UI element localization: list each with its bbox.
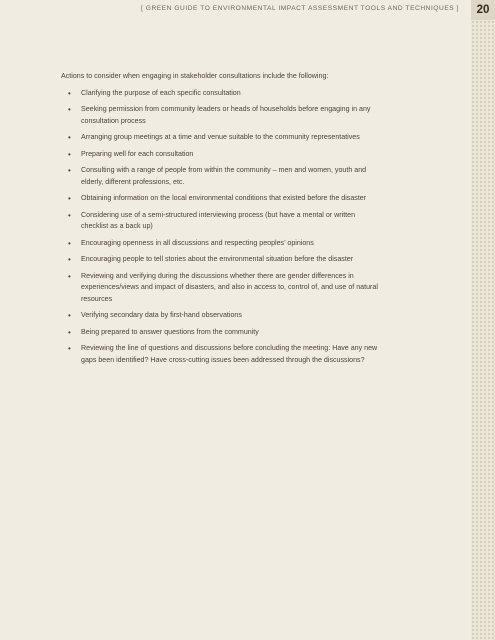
list-item-text: Considering use of a semi-structured interviewing process (but have a mental or written checklist as a back up) <box>81 210 356 230</box>
page-number: 20 <box>471 0 495 20</box>
list-item <box>61 327 381 339</box>
list-item-text: Reviewing and verifying during the discussions whether there are gender differences in experiences/views and impact of disasters, and also in access to, control of, and use of natural resources <box>81 271 378 303</box>
bullet-icon: • <box>68 255 71 264</box>
bullet-icon: • <box>68 133 71 142</box>
list-item <box>61 254 381 266</box>
list-item <box>61 238 381 250</box>
list-item <box>61 210 381 233</box>
list-item-text: Arranging group meetings at a time and venue suitable to the community representatives <box>81 133 360 141</box>
list-item-text: Clarifying the purpose of each specific consultation <box>81 88 241 97</box>
intro-paragraph: Actions to consider when engaging in stakeholder consultations include the following: <box>61 72 329 80</box>
bullet-icon: • <box>68 166 71 175</box>
list-item <box>61 149 381 161</box>
list-item-text: Obtaining information on the local environmental conditions that existed before the disaster <box>81 194 367 202</box>
bullet-icon: • <box>68 271 71 281</box>
list-item <box>61 271 381 306</box>
bullet-icon: • <box>68 88 71 98</box>
list-item-text: Seeking permission from community leaders or heads of households before engaging in any consultation process <box>81 105 371 125</box>
bullet-icon: • <box>68 194 71 203</box>
page-body <box>61 71 381 371</box>
list-item-text: Encouraging people to tell stories about the environmental situation before the disaster <box>81 255 354 263</box>
list-item-text: Consulting with a range of people from within the community – men and women, youth and elderly, different professions, etc. <box>81 166 367 186</box>
list-item <box>61 88 381 100</box>
bullet-icon: • <box>68 238 71 248</box>
list-item-text: Reviewing the line of questions and discussions before concluding the meeting: Have any new gaps been identified? Have cross-cutting issues been addressed through the discussions? <box>81 344 378 364</box>
list-item <box>61 132 381 144</box>
list-item-text: Preparing well for each consultation <box>81 149 194 158</box>
decorative-dotted-side-strip <box>471 0 495 640</box>
bullet-icon: • <box>68 105 71 114</box>
list-item-text: Encouraging openness in all discussions and respecting peoples’ opinions <box>81 238 314 247</box>
running-header: [ GREEN GUIDE TO ENVIRONMENTAL IMPACT ASSESSMENT TOOLS AND TECHNIQUES ] <box>141 5 459 12</box>
actions-list <box>61 88 381 367</box>
bullet-icon: • <box>68 311 71 320</box>
bullet-icon: • <box>68 344 71 353</box>
list-item <box>61 193 381 205</box>
bullet-icon: • <box>68 210 71 220</box>
list-item-text: Verifying secondary data by first-hand observations <box>81 311 242 319</box>
list-item <box>61 310 381 322</box>
bullet-icon: • <box>68 149 71 159</box>
list-item-text: Being prepared to answer questions from the community <box>81 327 259 336</box>
list-item <box>61 165 381 188</box>
bullet-icon: • <box>68 327 71 337</box>
list-item <box>61 104 381 127</box>
list-item <box>61 343 381 366</box>
